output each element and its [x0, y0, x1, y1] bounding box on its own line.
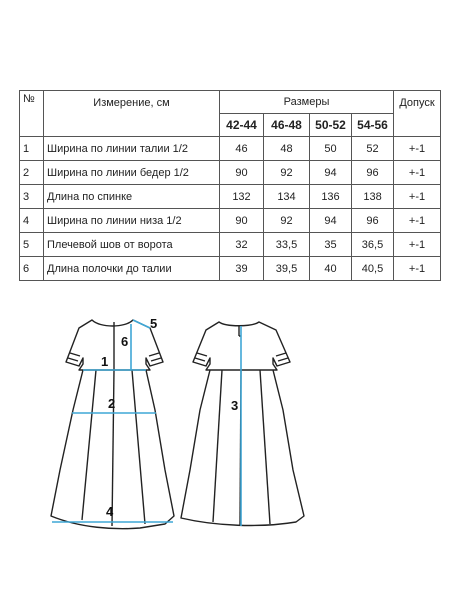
back-skirt-seam-right — [260, 370, 270, 524]
back-skirt-seam-left — [213, 370, 222, 522]
size-value: 94 — [310, 161, 352, 185]
dress-diagram — [0, 300, 450, 600]
tolerance-value: +-1 — [394, 185, 441, 209]
row-number: 5 — [20, 233, 44, 257]
measurement-name: Длина по спинке — [44, 185, 220, 209]
table-row — [20, 209, 441, 233]
tolerance-value: +-1 — [394, 233, 441, 257]
tolerance-value: +-1 — [394, 137, 441, 161]
size-value: 138 — [352, 185, 394, 209]
size-value: 90 — [220, 161, 264, 185]
size-value: 35 — [310, 233, 352, 257]
row-number: 1 — [20, 137, 44, 161]
size-value: 92 — [264, 161, 310, 185]
marker-1: 1 — [101, 354, 109, 369]
row-number: 3 — [20, 185, 44, 209]
marker-3: 3 — [231, 398, 239, 413]
marker-6: 6 — [121, 334, 129, 349]
header-sizes: Размеры — [220, 91, 394, 114]
size-table — [19, 90, 441, 281]
size-value: 33,5 — [264, 233, 310, 257]
size-value: 36,5 — [352, 233, 394, 257]
front-skirt-seam-right — [132, 370, 145, 524]
measurement-name: Плечевой шов от ворота — [44, 233, 220, 257]
size-value: 39,5 — [264, 257, 310, 281]
size-value: 40 — [310, 257, 352, 281]
table-row — [20, 257, 441, 281]
size-value: 92 — [264, 209, 310, 233]
size-value: 50 — [310, 137, 352, 161]
size-value: 96 — [352, 161, 394, 185]
size-value: 136 — [310, 185, 352, 209]
front-skirt-seam-center — [112, 370, 114, 526]
measurement-name: Ширина по линии талии 1/2 — [44, 137, 220, 161]
table-row — [20, 233, 441, 257]
row-number: 2 — [20, 161, 44, 185]
size-column-header: 46-48 — [264, 114, 310, 137]
header-num: № — [20, 91, 44, 137]
row-number: 6 — [20, 257, 44, 281]
tolerance-value: +-1 — [394, 257, 441, 281]
size-value: 96 — [352, 209, 394, 233]
table-row — [20, 185, 441, 209]
row-number: 4 — [20, 209, 44, 233]
measurement-name: Длина полочки до талии — [44, 257, 220, 281]
header-measurement: Измерение, см — [44, 91, 220, 137]
marker-5: 5 — [150, 316, 158, 331]
size-value: 46 — [220, 137, 264, 161]
dress-front-view — [51, 320, 174, 529]
size-value: 132 — [220, 185, 264, 209]
size-column-header: 42-44 — [220, 114, 264, 137]
marker-2: 2 — [108, 396, 116, 411]
measurement-name: Ширина по линии низа 1/2 — [44, 209, 220, 233]
measurement-name: Ширина по линии бедер 1/2 — [44, 161, 220, 185]
size-column-header: 54-56 — [352, 114, 394, 137]
size-value: 52 — [352, 137, 394, 161]
size-value: 134 — [264, 185, 310, 209]
size-value: 48 — [264, 137, 310, 161]
table-row — [20, 137, 441, 161]
size-value: 39 — [220, 257, 264, 281]
table-row — [20, 161, 441, 185]
front-sleeve-right — [149, 353, 161, 361]
measure-line-shoulder — [133, 320, 150, 328]
dress-back-view — [181, 322, 304, 526]
front-sleeve-left — [68, 353, 80, 361]
size-value: 90 — [220, 209, 264, 233]
size-value: 94 — [310, 209, 352, 233]
marker-4: 4 — [106, 504, 114, 519]
size-column-header: 50-52 — [310, 114, 352, 137]
header-tolerance: Допуск — [394, 91, 441, 137]
tolerance-value: +-1 — [394, 161, 441, 185]
tolerance-value: +-1 — [394, 209, 441, 233]
size-value: 40,5 — [352, 257, 394, 281]
back-skirt-outline — [181, 370, 304, 525]
front-skirt-seam-left — [82, 370, 96, 520]
size-value: 32 — [220, 233, 264, 257]
